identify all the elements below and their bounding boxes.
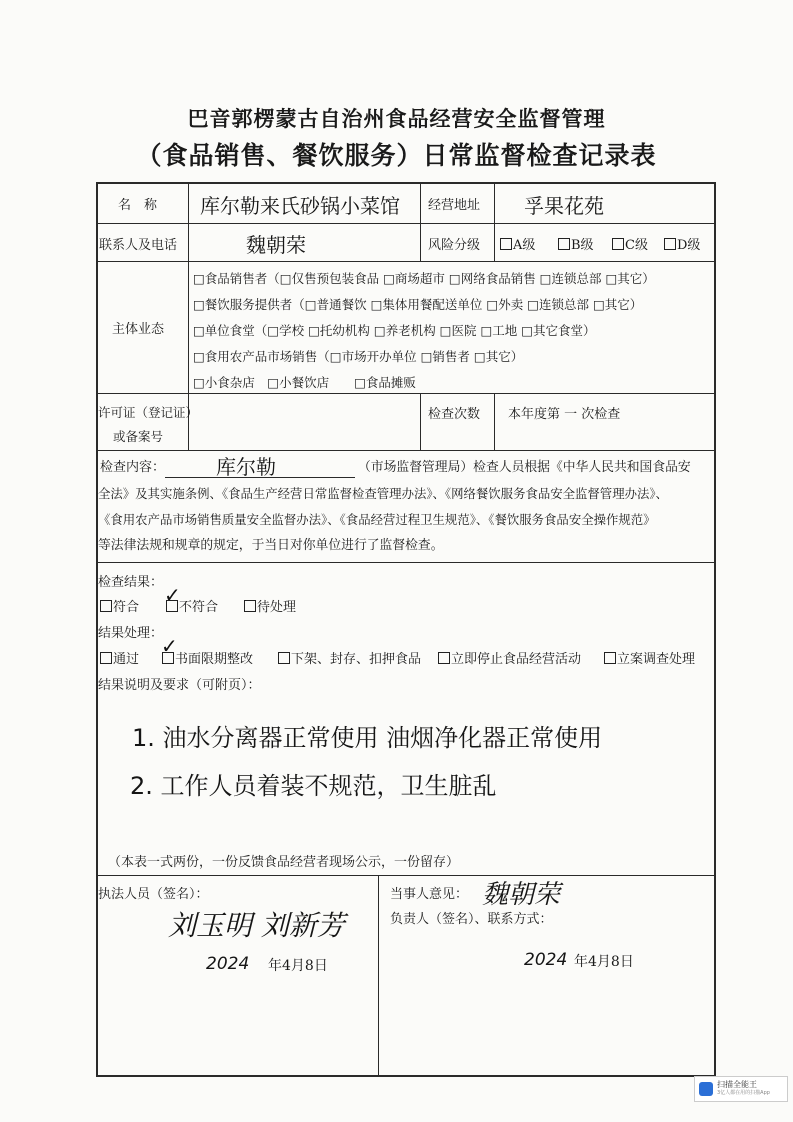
inspection-content-line1: （市场监督管理局）检查人员根据《中华人民共和国食品安 xyxy=(358,460,691,475)
business-row-canteen[interactable]: □单位食堂（□学校 □托幼机构 □养老机构 □医院 □工地 □其它食堂） xyxy=(193,323,596,338)
name-label: 名 称 xyxy=(118,198,158,213)
risk-b-checkbox[interactable] xyxy=(558,238,570,250)
contact-label: 联系人及电话 xyxy=(99,238,178,253)
scanner-watermark xyxy=(694,1076,788,1102)
result-pending-checkbox[interactable] xyxy=(244,600,256,612)
business-row-small-shops[interactable]: □小食杂店 □小餐饮店 □食品摊贩 xyxy=(193,375,416,390)
handling-label: 结果处理： xyxy=(98,626,164,641)
business-label: 主体业态 xyxy=(112,322,165,337)
contact-value: 魏朝荣 xyxy=(246,233,306,257)
explain-label: 结果说明及要求（可附页）： xyxy=(98,678,261,693)
handling-approve-checkbox[interactable] xyxy=(100,652,112,664)
scanner-logo-icon xyxy=(699,1082,713,1096)
inspect-count-label: 检查次数 xyxy=(428,407,481,422)
handling-option-approve[interactable]: 通过 xyxy=(100,648,139,667)
address-value: 孚果花苑 xyxy=(524,194,604,218)
handling-option-investigate[interactable]: 立案调查处理 xyxy=(604,648,695,667)
license-label-1: 许可证（登记证） xyxy=(98,405,199,420)
inspect-count-value: 本年度第 一 次检查 xyxy=(508,407,621,422)
party-opinion-label: 当事人意见： xyxy=(390,887,469,902)
handwritten-note-2: 2. 工作人员着装不规范，卫生脏乱 xyxy=(130,772,497,800)
copy-note: （本表一式两份，一份反馈食品经营者现场公示，一份留存） xyxy=(108,855,460,870)
risk-level-a[interactable]: A级 xyxy=(500,234,535,253)
result-option-pending[interactable]: 待处理 xyxy=(244,596,296,615)
result-option-fail[interactable]: 不符合 xyxy=(166,596,218,615)
risk-c-checkbox[interactable] xyxy=(612,238,624,250)
party-signature: 魏朝荣 xyxy=(482,880,561,910)
form-title-line1: 巴音郭楞蒙古自治州食品经营安全监督管理 xyxy=(187,106,606,131)
scanner-app-sub: 3亿人都在用的扫描App xyxy=(717,1090,770,1096)
result-label: 检查结果： xyxy=(98,575,164,590)
result-pass-checkbox[interactable] xyxy=(100,600,112,612)
handwritten-note-1: 1. 油水分离器正常使用 油烟净化器正常使用 xyxy=(132,724,603,752)
handling-option-seize[interactable]: 下架、封存、扣押食品 xyxy=(278,648,421,667)
business-row-food-sales[interactable]: □食品销售者（□仅售预包装食品 □商场超市 □网络食品销售 □连锁总部 □其它） xyxy=(193,271,655,286)
party-date-year: 2024 xyxy=(524,950,568,970)
handling-rectify-check-mark: ✓ xyxy=(161,634,178,658)
business-row-catering[interactable]: □餐饮服务提供者（□普通餐饮 □集体用餐配送单位 □外卖 □连锁总部 □其它） xyxy=(193,297,643,312)
result-fail-check-mark: ✓ xyxy=(164,583,181,607)
risk-a-checkbox[interactable] xyxy=(500,238,512,250)
officer-date: 年4月8日 xyxy=(268,958,328,974)
handling-seize-checkbox[interactable] xyxy=(278,652,290,664)
handling-investigate-checkbox[interactable] xyxy=(604,652,616,664)
party-date: 年4月8日 xyxy=(574,954,634,970)
party-sign-label: 负责人（签名）、联系方式： xyxy=(390,912,553,927)
result-option-pass[interactable]: 符合 xyxy=(100,596,139,615)
handling-stop-checkbox[interactable] xyxy=(438,652,450,664)
name-value: 库尔勒来氏砂锅小菜馆 xyxy=(200,194,400,218)
table-border-bottom xyxy=(96,1075,716,1077)
risk-label: 风险分级 xyxy=(428,238,481,253)
risk-level-c[interactable]: C级 xyxy=(612,234,648,253)
table-border-top xyxy=(96,182,716,184)
address-label: 经营地址 xyxy=(428,198,481,213)
handling-option-rectify[interactable]: 书面限期整改 xyxy=(162,648,253,667)
risk-level-d[interactable]: D级 xyxy=(664,234,700,253)
risk-d-checkbox[interactable] xyxy=(664,238,676,250)
inspection-content-line2: 全法》及其实施条例、《食品生产经营日常监督检查管理办法》、《网络餐饮服务食品安全监督管理办法》、 xyxy=(98,486,668,501)
officer-signatures: 刘玉明 刘新芳 xyxy=(168,909,345,942)
business-row-agri-market[interactable]: □食用农产品市场销售（□市场开办单位 □销售者 □其它） xyxy=(193,349,524,364)
inspection-content-line3: 《食用农产品市场销售质量安全监督办法》、《食品经营过程卫生规范》、《餐饮服务食品安全操作规范》 xyxy=(98,512,656,527)
handling-option-stop[interactable]: 立即停止食品经营活动 xyxy=(438,648,581,667)
risk-level-b[interactable]: B级 xyxy=(558,234,594,253)
officer-date-year: 2024 xyxy=(206,954,250,974)
inspection-content-line4: 等法律法规和规章的规定，于当日对你单位进行了监督检查。 xyxy=(98,538,444,553)
scanner-app-name: 扫描全能王 xyxy=(717,1080,757,1089)
form-title-line2: （食品销售、餐饮服务）日常监督检查记录表 xyxy=(136,141,657,170)
inspection-content-prefix: 检查内容： xyxy=(100,460,166,475)
license-label-2: 或备案号 xyxy=(113,429,164,444)
table-border-right xyxy=(714,182,716,1077)
officer-label: 执法人员（签名）： xyxy=(98,887,209,902)
agency-handwritten: 库尔勒 xyxy=(216,455,276,479)
